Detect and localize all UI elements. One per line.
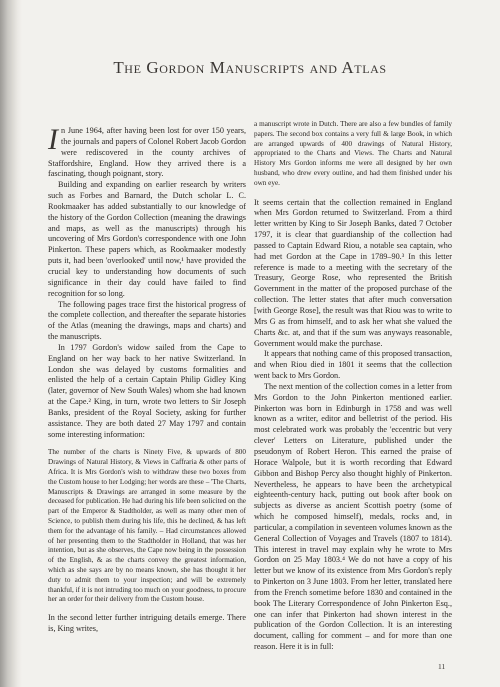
right-column <box>254 120 452 653</box>
block-quote: a manuscript wrote in Dutch. There are also a few bundles of family papers. The second box contains a very full & large Book, in which are arranged upwards of 400 drawings of Natural History, appropriated to the Charts and Views. The Charts and Natural History Mrs Gordon informs me were all designed by her own husband, who drew every outline, and had them finished under his own eye. <box>254 120 452 187</box>
left-column <box>48 123 246 635</box>
paragraph: In the second letter further intriguing details emerge. There is, King writes, <box>48 613 246 634</box>
book-gutter-shadow <box>0 0 22 687</box>
drop-cap: I <box>48 123 58 156</box>
paragraph: It appears that nothing came of this proposed transaction, and when Riou died in 1801 it seems that the collection went back to Mrs Gordon. <box>254 349 452 381</box>
paragraph-intro-text: n June 1964, after having been lost for over 150 years, the journals and papers of Colonel Robert Jacob Gordon were rediscovered in the county archives of Staffordshire, England. How they arrived there is a fascinating, though poignant, story. <box>48 126 246 179</box>
paragraph-intro <box>48 123 246 180</box>
page-number: 11 <box>438 662 446 671</box>
page-title: The Gordon Manuscripts and Atlas <box>113 58 387 77</box>
paragraph: In 1797 Gordon's widow sailed from the Cape to England on her way back to her native Switzerland. In London she was delayed by customs formalities and enlisted the help of a certain Captain Philip Gidley King (later, governor of New South Wales) whom she had known at the Cape.² King, in turn, wrote two letters to Sir Joseph Banks, president of the Royal Society, asking for further assistance. They are both dated 27 May 1797 and contain some interesting information: <box>48 342 246 439</box>
paragraph: The next mention of the collection comes in a letter from Mrs Gordon to the John Pinkerton mentioned earlier. Pinkerton was born in Edinburgh in 1758 and was well known as a writer, editor and belletrist of the period. His most celebrated work was probably the 'eccentric but very clever' Letters on Literature, published under the pseudonym of Robert Heron. This earned the praise of Horace Walpole, but it is worth recording that Edward Gibbon and Bishop Percy also thought highly of Pinkerton. Nevertheless, he appears to have been the archetypical eighteenth-century hack, putting out book after book on subjects as diverse as ancient Scottish poetry (some of which he composed himself), medals, rocks and, in particular, a compilation in seventeen volumes known as the General Collection of Voyages and Travels (1807 to 1814). This interest in travel may explain why he wrote to Mrs Gordon on 25 May 1803.⁴ We do not have a copy of his letter but we know of its existence from Mrs Gordon's reply to Pinkerton on 3 June 1803. From her letter, translated here from the French sometime before 1830 and contained in the book The Literary Correspondence of John Pinkerton Esq., one can infer that Pinkerton had shown interest in the publication of the Gordon Collection. It is an interesting document, calling for comment – and for more than one reason. Here it is in full: <box>254 381 452 652</box>
paragraph: The following pages trace first the historical progress of the complete collection, and thereafter the separate histories of the Atlas (meaning the drawings, maps and charts) and the manuscripts. <box>48 299 246 342</box>
paragraph: It seems certain that the collection remained in England when Mrs Gordon returned to Switzerland. From a third letter written by King to Sir Joseph Banks, dated 7 October 1797, it is clear that guardianship of the collection had passed to Captain Edward Riou, a notable sea captain, who had met Gordon at the Cape in 1789–90.³ In this letter reference is made to a meeting with the secretary of the Treasury, George Rose, who represented the British Government in the matter of the proposed purchase of the collection. The letter states that after much conversation [with George Rose], the result was that Riou was to write to Mrs G as from himself, and to ask her what she valued the Charts &c. at, and that if the sum was anyways reasonable, Government would make the purchase. <box>254 197 452 348</box>
paragraph: Building and expanding on earlier research by writers such as Forbes and Barnard, the Dutch scholar L. C. Rookmaaker has added substantially to our knowledge of the history of the Gordon Collection (meaning the drawings and maps, as well as the manuscripts) through his uncovering of Mrs Gordon's correspondence with one John Pinkerton. These papers which, as Rookmaaker modestly puts it, had been 'overlooked' until now,¹ have provided the crucial key to understanding how documents of such significance in their day could have failed to find recognition for so long. <box>48 180 246 298</box>
block-quote: The number of the charts is Ninety Five, & upwards of 800 Drawings of Natural History, & Views in Caffraria & other parts of Africa. It is Mrs Gordon's wish to withdraw these two boxes from the Custom house to her Lodging; her words are these – 'The Charts, Manuscripts & Drawings are arranged in some measure by the deceased for publication. He had during his life been solicited on the part of the Emperor & Stadtholder, as well as many other men of Science, to publish them during his life, this he declined, & has left them for the advantage of his family. – Had circumstances allowed of her presenting them to the Stadtholder in Holland, that was her intention, but as she observes, the Cape now being in the possession of the English, & as the charts convey the greatest information, which as she says are by no means known, she has thought it her duty to admit them to your inspection; and will be extremely thankful, if it is not intruding too much on your goodness, to procure her an order for their delivery from the Custom house. <box>48 448 246 604</box>
